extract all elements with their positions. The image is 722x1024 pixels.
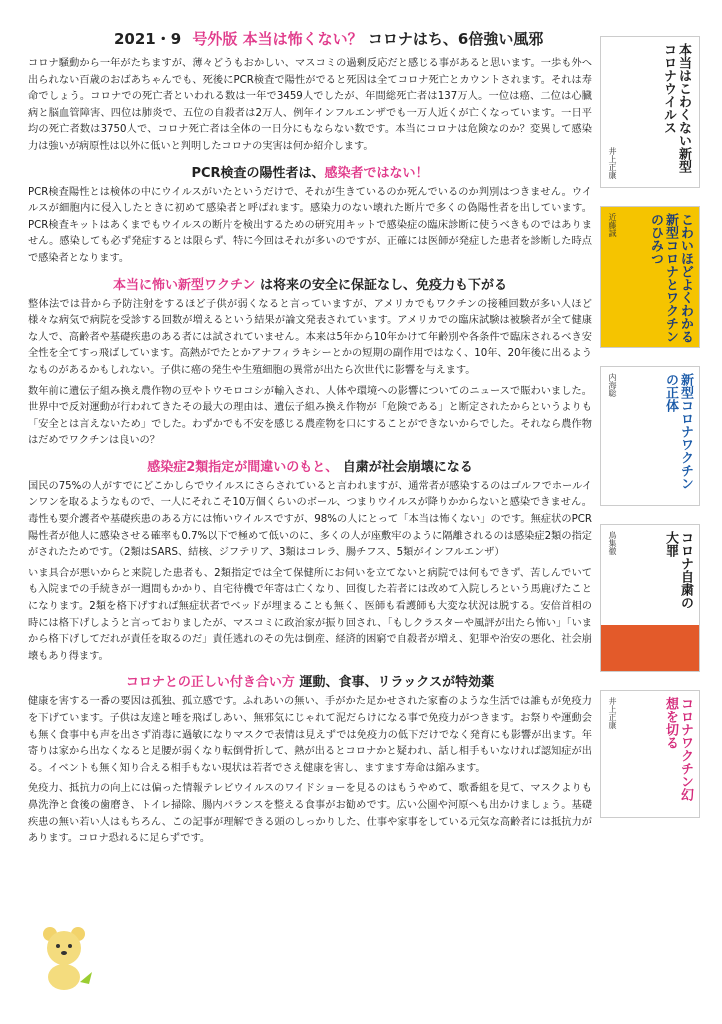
book-title: こわいほどよくわかる新型コロナとワクチンのひみつ — [648, 213, 693, 343]
book-cover — [600, 206, 700, 348]
book-author: 井上正康 — [608, 147, 617, 179]
paragraph: 数年前に遺伝子組み換え農作物の豆やトウモロコシが輸入され、人体や環境への影響についてのニュースで賑わいました。世界中で反対運動が行われてきたその最大の理由は、遺伝子組み換え作物が「危険である」と断定されたからというよりも「安全とは言えないため」でした。わずかでも不安を感じる農産物を口にすることができないからでした。それなら農作物はだめでワクチンは良いの？ — [28, 385, 592, 447]
paragraph: いま具合が悪いからと来院した患者も、2類指定では全て保健所にお伺いを立てないと病院では何もできず、苦しんでいても入院までの手続きが一週間もかかり、自宅待機で年寄は亡くなり、回復した若者には改めて入院しろという馬鹿げたことになります。2類を格下げすれば無症状者でベッドが埋まることも無く、医師も看護師も大変な状況は脱する。安倍首相の時には格下げしようと言っておりましたが、マスコミに政治家が振り回され、「もしクラスターや風評が出たら怖い」「いまから格下げしてだれが責任を取るのだ」責任逃れのその先は倒産、経済的困窮で自殺者が増え、犯罪や治安の悪化、社会崩壊もあり得ます。 — [28, 567, 592, 662]
section-heading — [28, 456, 592, 475]
book-cover — [600, 366, 700, 506]
paragraph: 免疫力、抵抗力の向上には偏った情報テレビウイルスのワイドショーを見るのはもうやめて、歌番組を見て、マスクよりも鼻洗浄と食後の歯磨き、トイレ掃除、腸内バランスを整える食事がお勧めです。広い公園や河原へも出かけましょう。基礎疾患の無い若い人はもちろん、この記事が理解できる頭のしっかりした、仕事や家事をしている元気な高齢者には抵抗力があります。コロナ恐れるに足らずです。 — [28, 783, 592, 845]
book-author: 鳥集徹 — [608, 531, 617, 555]
heading-pink: 感染症2類指定が間違いのもと、 — [147, 459, 339, 475]
paragraph: コロナ騒動から一年がたちますが、薄々どうもおかしい、マスコミの過剰反応だと感じる事があると思います。一歩も外へ出られない百歳のおばあちゃんでも、死後にPCR検査で陽性がでると死因は全てコロナ死亡とカウントされます。それは寿命でしょう。コロナでの死亡者といわれる数は一年で3459人でしたが、年間総死亡者は137万人。一位は癌、二位は心臓病と脳血管障害、四位は肺炎で、五位の自殺者は2万人、例年インフルエンザでも一万人近くが亡くなっています。一日平均の死亡者数は3750人で、コロナ死亡者は全体の一日分にもならない数です。本当にコロナは危険なのか？変異して感染力は強いが病原性は以外に低いと判明したコロナの実害は何か紹介します。 — [28, 58, 592, 152]
heading-pink: コロナとの正しい付き合い方 — [125, 675, 295, 691]
book-title: コロナ自粛の大罪 — [663, 531, 693, 609]
paragraph: 整体法では昔から予防注射をするほど子供が弱くなると言っていますが、アメリカでもワクチンの接種回数が多い人ほど様々な病気で病院を受診する回数が増えるという結果が論文発表されています。アメリカでの臨床試験は被験者が全て健康な人で、高齢者や基礎疾患のある者には試されていません。本来は5年から10年かけて年齢別や各条件で臨床されるべき安全性を全てすっ飛ばしています。高熱がでたとかアナフィラキシーとかの短期の副作用ではなく、10年、20年後に出るようなものがあるかもしれない。子供に癌の発生や生殖細胞の異常が出たら次世代に影響を与えます。 — [28, 298, 592, 376]
title-black: コロナはち、6倍強い風邪 — [367, 30, 544, 48]
page-title — [114, 28, 592, 50]
date: 2021・9 — [114, 30, 182, 48]
heading-black: PCR検査の陽性者は、 — [191, 165, 325, 181]
book-cover — [600, 690, 700, 818]
section-class2 — [28, 456, 592, 666]
paragraph: PCR検査陽性とは検体の中にウイルスがいたというだけで、それが生きているのか死んでいるのか判別はつきません。ウイルスが細胞内に侵入したときに初めて感染者と呼ばれます。感染力のない壊れた断片で多くの偽陽性者を出しています。PCR検査キットはあくまでもウイルスの断片を検出するための研究用キットで感染症の臨床診断に使うべきものではありません。感染しても必ず発症するとは限らず、特に今回はそれが多いのですが、正確には医師が発症した患者を診断した時点で感染者となります。 — [28, 186, 592, 264]
book-title: コロナワクチン幻想を切る — [663, 697, 693, 801]
section-heading — [28, 274, 592, 293]
section-intro — [28, 56, 592, 156]
heading-black: 自粛が社会崩壊になる — [342, 459, 473, 475]
section-pcr — [28, 162, 592, 268]
heading-pink: 感染者ではない！ — [324, 165, 429, 181]
bear-illustration — [34, 922, 94, 992]
book-author: 内海聡 — [608, 373, 617, 397]
paragraph: 健康を害する一番の要因は孤独、孤立感です。ふれあいの無い、手がかた足かせされた家畜のような生活では誰もが免疫力を下げています。子供は友達と唾を飛ばしあい、無邪気にじゃれて泥だらけになる事で免疫力がつきます。お祭りや運動会も無く食事中も声を出さず消毒に過敏になりマスクで表情は見えずでは免疫力の低下だけでなく発育にも影響が出ます。年寄りは家から出なくなると足腰が弱くなり転倒骨折して、熱が出るとコロナかと疑われ、話し相手もいなければ認知症が出る。イベントも無く知り合える相手もない現状は若者でさえ健康を害し、ますます寿命は縮みます。 — [28, 696, 592, 774]
article — [28, 28, 592, 852]
book-column — [600, 36, 706, 836]
section-heading — [28, 671, 592, 690]
section-heading — [28, 162, 592, 181]
paragraph: 国民の75%の人がすでにどこかしらでウイルスにさらされていると言われますが、通常者が感染するのはゴルフでホールインワンを取るようなもので、一人にそれこそ10万個くらいのボール、つまりウイルスが降りかからないと感染できません。毒性も要介護者や基礎疾患のある方には怖いウイルスですが、98%の人にとって「本当は怖くない」のです。無症状のPCR陽性者が他人に感染させる確率も0.7%以下で極めて低いのに、多くの人が座敷牢のように隔離されるのは感染症2類の指定がされたためです。（2類はSARS、結核、ジフテリア、3類はコレラ、腸チフス、5類がインフルエンザ） — [28, 480, 592, 559]
heading-black: は将来の安全に保証なし、免疫力も下がる — [259, 277, 507, 293]
book-cover — [600, 524, 700, 672]
heading-black: 運動、食事、リラックスが特効薬 — [299, 675, 495, 691]
book-author: 井上正康 — [608, 697, 617, 729]
book-author: 近藤誠 — [608, 213, 617, 237]
book-title: 本当はこわくない新型コロナウイルス — [661, 43, 691, 173]
title-pink: 本当は怖くない？ — [242, 30, 363, 48]
heading-pink: 本当に怖い新型ワクチン — [113, 277, 256, 293]
section-vaccine — [28, 274, 592, 450]
book-title: 新型コロナワクチンの正体 — [663, 373, 693, 490]
book-band — [601, 625, 699, 671]
edition-label: 号外版 — [192, 30, 238, 48]
book-cover — [600, 36, 700, 188]
section-lifestyle — [28, 671, 592, 847]
